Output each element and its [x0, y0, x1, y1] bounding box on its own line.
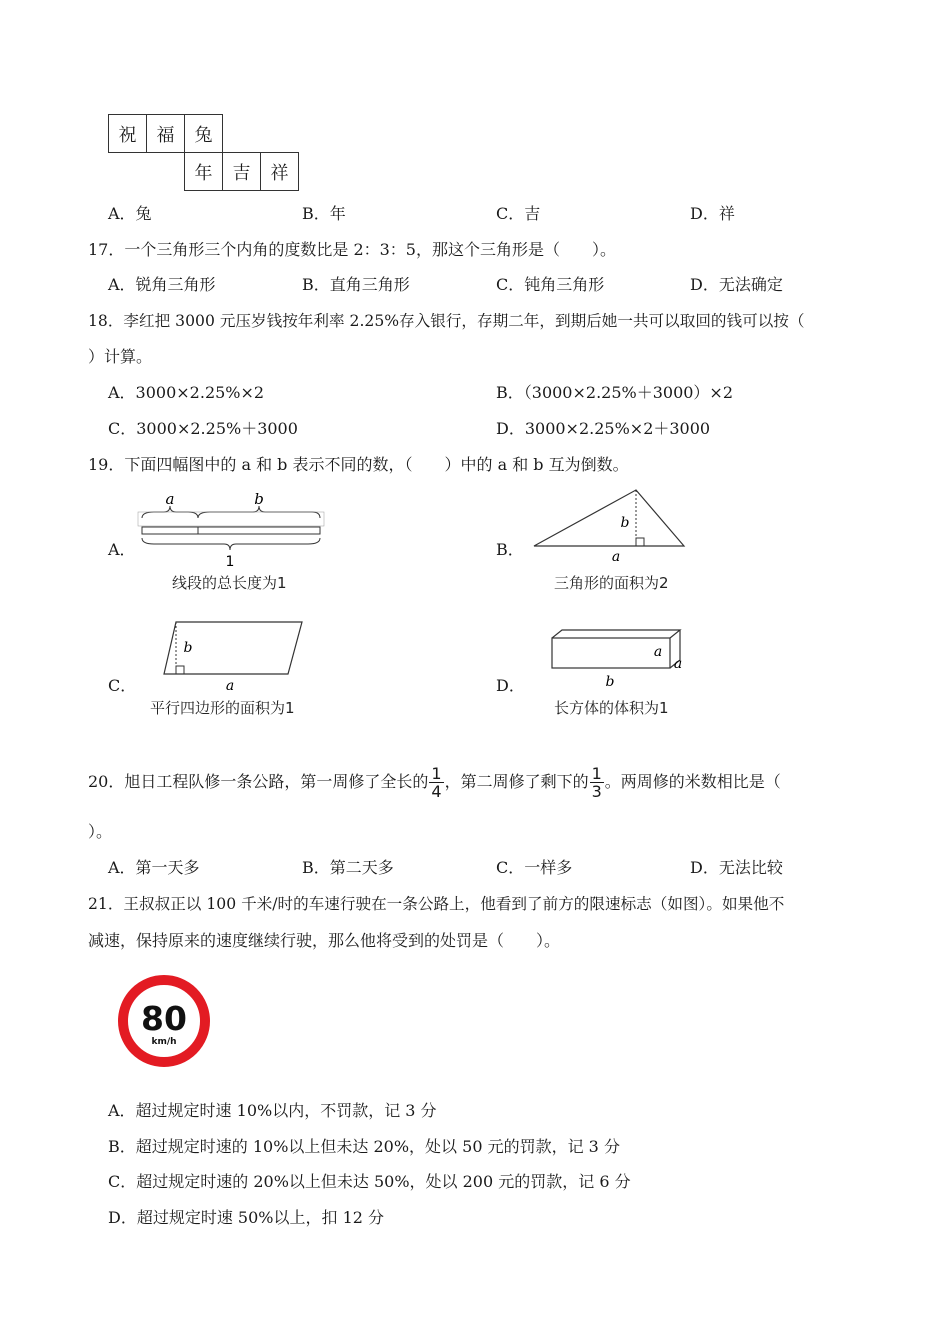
- triangle-base-label: a: [611, 549, 621, 565]
- q20-text-part3: 。两周修的米数相比是（: [604, 772, 781, 791]
- q19-option-c[interactable]: C．: [108, 676, 137, 695]
- q21-question-line1: 21．王叔叔正以 100 千米/时的车速行驶在一条公路上，他看到了前方的限速标志（如图）。如果他不: [88, 895, 785, 913]
- fraction-one-quarter: $\frac{1}{4}$: [431, 764, 442, 801]
- cuboid-height-label: a: [653, 644, 663, 660]
- triangle-figure: [530, 484, 690, 566]
- q21-option-b[interactable]: B．超过规定时速的 10%以上但未达 20%，处以 50 元的罚款，记 3 分: [108, 1137, 620, 1156]
- parallelogram-base-label: a: [225, 678, 235, 694]
- var-a-label: a: [165, 490, 175, 508]
- q16-option-a[interactable]: A．兔: [108, 204, 152, 223]
- q16-option-c[interactable]: C．吉: [496, 204, 541, 223]
- grid-cell: 兔: [185, 115, 223, 153]
- q17-option-a[interactable]: A．锐角三角形: [108, 275, 216, 294]
- var-b-label: b: [254, 490, 264, 508]
- q16-option-d[interactable]: D．祥: [690, 204, 735, 223]
- q17-option-c[interactable]: C．钝角三角形: [496, 275, 605, 294]
- q19-caption-d: 长方体的体积为1: [554, 699, 669, 717]
- q20-option-a[interactable]: A．第一天多: [108, 858, 200, 877]
- q17-question: 17．一个三角形三个内角的度数比是 2：3：5，那这个三角形是（ ）。: [88, 240, 616, 259]
- segment-figure: [136, 486, 332, 572]
- grid-cell: 福: [147, 115, 185, 153]
- q19-option-b[interactable]: B．: [496, 540, 524, 559]
- q19-caption-a: 线段的总长度为1: [172, 574, 287, 592]
- q19-question: 19．下面四幅图中的 a 和 b 表示不同的数，（ ）中的 a 和 b 互为倒数。: [88, 455, 629, 474]
- parallelogram-figure: [160, 618, 306, 696]
- speed-limit-number: 80: [141, 999, 187, 1038]
- q20-question-line1: [88, 764, 781, 800]
- q17-option-d[interactable]: D．无法确定: [690, 275, 783, 294]
- parallelogram-height-label: b: [183, 640, 193, 656]
- q21-question-line2: 减速，保持原来的速度继续行驶，那么他将受到的处罚是（ ）。: [88, 931, 561, 950]
- cuboid-figure: [548, 626, 690, 694]
- q19-option-a[interactable]: A．: [108, 540, 136, 559]
- q21-option-d[interactable]: D．超过规定时速 50%以上，扣 12 分: [108, 1208, 385, 1227]
- grid-cell: 祝: [109, 115, 147, 153]
- q18-option-d[interactable]: D．3000×2.25%×2＋3000: [496, 419, 711, 438]
- grid-cell: 祥: [261, 153, 299, 191]
- speed-limit-unit: km/h: [151, 1037, 177, 1047]
- q20-text-part1: 20．旭日工程队修一条公路，第一周修了全长的: [88, 772, 429, 791]
- grid-cell: 年: [185, 153, 223, 191]
- q18-option-b[interactable]: B．（3000×2.25%＋3000）×2: [496, 383, 734, 402]
- triangle-height-label: b: [620, 515, 630, 531]
- q16-option-b[interactable]: B．年: [302, 204, 346, 223]
- q18-option-a[interactable]: A．3000×2.25%×2: [108, 383, 265, 402]
- q21-option-a[interactable]: A．超过规定时速 10%以内，不罚款，记 3 分: [108, 1101, 437, 1120]
- q19-caption-c: 平行四边形的面积为1: [150, 699, 295, 717]
- speed-limit-sign: [117, 974, 211, 1068]
- q20-option-b[interactable]: B．第二天多: [302, 858, 394, 877]
- q20-question-line2: ）。: [88, 822, 113, 841]
- fraction-one-third: $\frac{1}{3}$: [591, 764, 602, 801]
- q20-text-part2: ，第二周修了剩下的: [444, 772, 589, 791]
- net-grid-top: [108, 114, 223, 153]
- grid-cell: 吉: [223, 153, 261, 191]
- q19-option-d[interactable]: D．: [496, 676, 525, 695]
- q17-option-b[interactable]: B．直角三角形: [302, 275, 410, 294]
- cuboid-depth-label: a: [673, 656, 683, 672]
- cuboid-length-label: b: [605, 674, 615, 690]
- q20-option-c[interactable]: C．一样多: [496, 858, 573, 877]
- segment-total-label: 1: [225, 554, 235, 570]
- q18-option-c[interactable]: C．3000×2.25%＋3000: [108, 419, 298, 438]
- q21-option-c[interactable]: C．超过规定时速的 20%以上但未达 50%，处以 200 元的罚款，记 6 分: [108, 1172, 631, 1191]
- net-grid-bottom: [184, 152, 299, 191]
- q19-caption-b: 三角形的面积为2: [554, 574, 669, 592]
- q18-question-line2: ）计算。: [88, 347, 153, 366]
- q20-option-d[interactable]: D．无法比较: [690, 858, 783, 877]
- q18-question-line1: 18．李红把 3000 元压岁钱按年利率 2.25%存入银行，存期二年，到期后她一共可以取回的钱可以按（: [88, 312, 805, 330]
